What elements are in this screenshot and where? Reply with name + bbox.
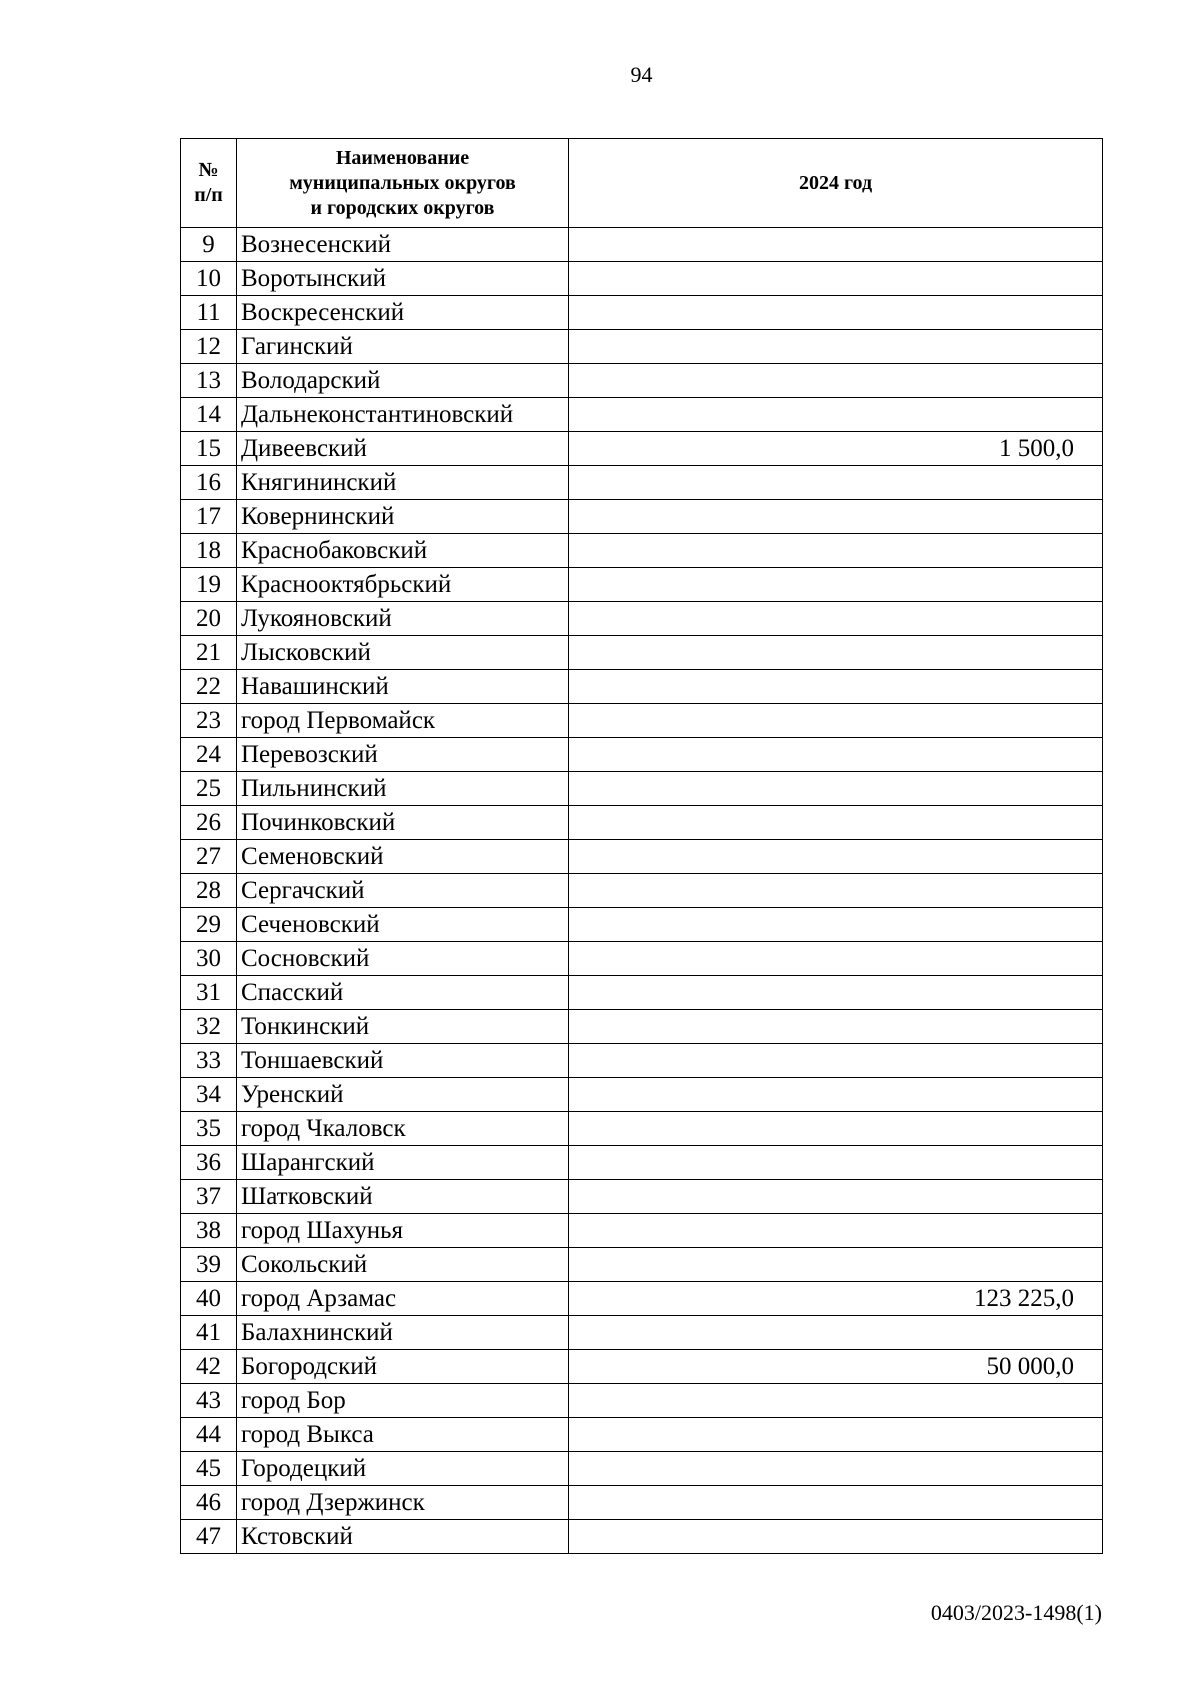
amount-2024: [569, 636, 1103, 670]
amount-2024: [569, 1146, 1103, 1180]
amount-2024: [569, 466, 1103, 500]
table-row: [181, 1486, 1103, 1520]
amount-2024: [569, 568, 1103, 602]
row-number: 29: [181, 908, 237, 942]
amount-2024: [569, 1486, 1103, 1520]
amount-2024: [569, 1248, 1103, 1282]
row-number: 37: [181, 1180, 237, 1214]
row-number: 14: [181, 398, 237, 432]
table-row: [181, 466, 1103, 500]
district-name: Княгининский: [237, 466, 569, 500]
table-row: [181, 1248, 1103, 1282]
district-name: Сосновский: [237, 942, 569, 976]
amount-2024: [569, 1452, 1103, 1486]
row-number: 12: [181, 330, 237, 364]
row-number: 47: [181, 1520, 237, 1554]
district-name: Семеновский: [237, 840, 569, 874]
district-name: Воскресенский: [237, 296, 569, 330]
row-number: 30: [181, 942, 237, 976]
amount-2024: [569, 398, 1103, 432]
district-name: город Шахунья: [237, 1214, 569, 1248]
table-row: [181, 262, 1103, 296]
row-number: 32: [181, 1010, 237, 1044]
district-name: Сергачский: [237, 874, 569, 908]
amount-2024: [569, 1384, 1103, 1418]
table-row: [181, 1282, 1103, 1316]
district-name: Шарангский: [237, 1146, 569, 1180]
district-name: Навашинский: [237, 670, 569, 704]
district-name: Ковернинский: [237, 500, 569, 534]
district-name: Володарский: [237, 364, 569, 398]
table-row: [181, 1180, 1103, 1214]
table-row: [181, 704, 1103, 738]
table-row: [181, 568, 1103, 602]
header-number: № п/п: [181, 139, 237, 228]
district-name: Воротынский: [237, 262, 569, 296]
amount-2024: [569, 1418, 1103, 1452]
district-name: Спасский: [237, 976, 569, 1010]
row-number: 39: [181, 1248, 237, 1282]
district-name: Городецкий: [237, 1452, 569, 1486]
row-number: 33: [181, 1044, 237, 1078]
row-number: 21: [181, 636, 237, 670]
header-year-2024: 2024 год: [569, 139, 1103, 228]
amount-2024: [569, 908, 1103, 942]
row-number: 19: [181, 568, 237, 602]
amount-2024: [569, 296, 1103, 330]
table-row: [181, 1112, 1103, 1146]
amount-2024: [569, 1078, 1103, 1112]
table-row: [181, 500, 1103, 534]
table-row: [181, 908, 1103, 942]
district-name: Тоншаевский: [237, 1044, 569, 1078]
district-name: город Дзержинск: [237, 1486, 569, 1520]
table-row: [181, 636, 1103, 670]
amount-2024: [569, 1180, 1103, 1214]
table-body: [181, 228, 1103, 1554]
amount-2024: [569, 262, 1103, 296]
amount-2024: 1 500,0: [569, 432, 1103, 466]
district-name: город Первомайск: [237, 704, 569, 738]
row-number: 17: [181, 500, 237, 534]
row-number: 10: [181, 262, 237, 296]
row-number: 23: [181, 704, 237, 738]
district-name: Краснобаковский: [237, 534, 569, 568]
amount-2024: [569, 772, 1103, 806]
row-number: 40: [181, 1282, 237, 1316]
amount-2024: [569, 500, 1103, 534]
district-name: город Арзамас: [237, 1282, 569, 1316]
row-number: 24: [181, 738, 237, 772]
district-name: Гагинский: [237, 330, 569, 364]
table-row: [181, 874, 1103, 908]
table-row: [181, 602, 1103, 636]
amount-2024: [569, 1520, 1103, 1554]
table-row: [181, 1316, 1103, 1350]
page-number: 94: [630, 62, 653, 87]
district-name: Лысковский: [237, 636, 569, 670]
row-number: 45: [181, 1452, 237, 1486]
table-row: [181, 806, 1103, 840]
district-name: Балахнинский: [237, 1316, 569, 1350]
district-name: Дивеевский: [237, 432, 569, 466]
table-row: [181, 330, 1103, 364]
header-district-name: Наименование муниципальных округов и городских округов: [237, 139, 569, 228]
amount-2024: [569, 602, 1103, 636]
amount-2024: 123 225,0: [569, 1282, 1103, 1316]
amount-2024: [569, 976, 1103, 1010]
table-row: [181, 1214, 1103, 1248]
amount-2024: [569, 1112, 1103, 1146]
district-name: Лукояновский: [237, 602, 569, 636]
district-name: город Бор: [237, 1384, 569, 1418]
row-number: 31: [181, 976, 237, 1010]
district-name: город Чкаловск: [237, 1112, 569, 1146]
row-number: 34: [181, 1078, 237, 1112]
table-row: [181, 398, 1103, 432]
amount-2024: [569, 330, 1103, 364]
table-row: [181, 432, 1103, 466]
amount-2024: [569, 1316, 1103, 1350]
table-row: [181, 1350, 1103, 1384]
table-row: [181, 1044, 1103, 1078]
amount-2024: [569, 1044, 1103, 1078]
row-number: 20: [181, 602, 237, 636]
table-header-row: [181, 139, 1103, 228]
row-number: 35: [181, 1112, 237, 1146]
table-row: [181, 976, 1103, 1010]
row-number: 9: [181, 228, 237, 262]
row-number: 25: [181, 772, 237, 806]
amount-2024: 50 000,0: [569, 1350, 1103, 1384]
amount-2024: [569, 806, 1103, 840]
district-name: Сокольский: [237, 1248, 569, 1282]
district-name: город Выкса: [237, 1418, 569, 1452]
district-name: Шатковский: [237, 1180, 569, 1214]
table-row: [181, 1452, 1103, 1486]
table-row: [181, 738, 1103, 772]
district-name: Починковский: [237, 806, 569, 840]
amount-2024: [569, 670, 1103, 704]
table-row: [181, 228, 1103, 262]
row-number: 18: [181, 534, 237, 568]
district-name: Тонкинский: [237, 1010, 569, 1044]
table-row: [181, 942, 1103, 976]
row-number: 13: [181, 364, 237, 398]
table-row: [181, 296, 1103, 330]
row-number: 36: [181, 1146, 237, 1180]
row-number: 26: [181, 806, 237, 840]
amount-2024: [569, 704, 1103, 738]
row-number: 46: [181, 1486, 237, 1520]
amount-2024: [569, 942, 1103, 976]
table-row: [181, 840, 1103, 874]
district-name: Сеченовский: [237, 908, 569, 942]
district-name: Вознесенский: [237, 228, 569, 262]
row-number: 11: [181, 296, 237, 330]
row-number: 43: [181, 1384, 237, 1418]
district-name: Кстовский: [237, 1520, 569, 1554]
row-number: 41: [181, 1316, 237, 1350]
table-row: [181, 670, 1103, 704]
district-name: Дальнеконстантиновский: [237, 398, 569, 432]
document-code: 0403/2023-1498(1): [930, 1600, 1102, 1625]
district-name: Богородский: [237, 1350, 569, 1384]
amount-2024: [569, 874, 1103, 908]
districts-table: [180, 138, 1103, 1554]
amount-2024: [569, 738, 1103, 772]
row-number: 38: [181, 1214, 237, 1248]
district-name: Перевозский: [237, 738, 569, 772]
table-row: [181, 1520, 1103, 1554]
row-number: 42: [181, 1350, 237, 1384]
row-number: 27: [181, 840, 237, 874]
table-row: [181, 364, 1103, 398]
table-row: [181, 1010, 1103, 1044]
row-number: 22: [181, 670, 237, 704]
amount-2024: [569, 1010, 1103, 1044]
table-row: [181, 1146, 1103, 1180]
amount-2024: [569, 840, 1103, 874]
amount-2024: [569, 228, 1103, 262]
row-number: 16: [181, 466, 237, 500]
table-row: [181, 1078, 1103, 1112]
table-row: [181, 534, 1103, 568]
district-name: Уренский: [237, 1078, 569, 1112]
amount-2024: [569, 364, 1103, 398]
row-number: 28: [181, 874, 237, 908]
row-number: 15: [181, 432, 237, 466]
district-name: Пильнинский: [237, 772, 569, 806]
table-row: [181, 1384, 1103, 1418]
amount-2024: [569, 1214, 1103, 1248]
district-name: Краснооктябрьский: [237, 568, 569, 602]
amount-2024: [569, 534, 1103, 568]
table-row: [181, 772, 1103, 806]
row-number: 44: [181, 1418, 237, 1452]
table-row: [181, 1418, 1103, 1452]
